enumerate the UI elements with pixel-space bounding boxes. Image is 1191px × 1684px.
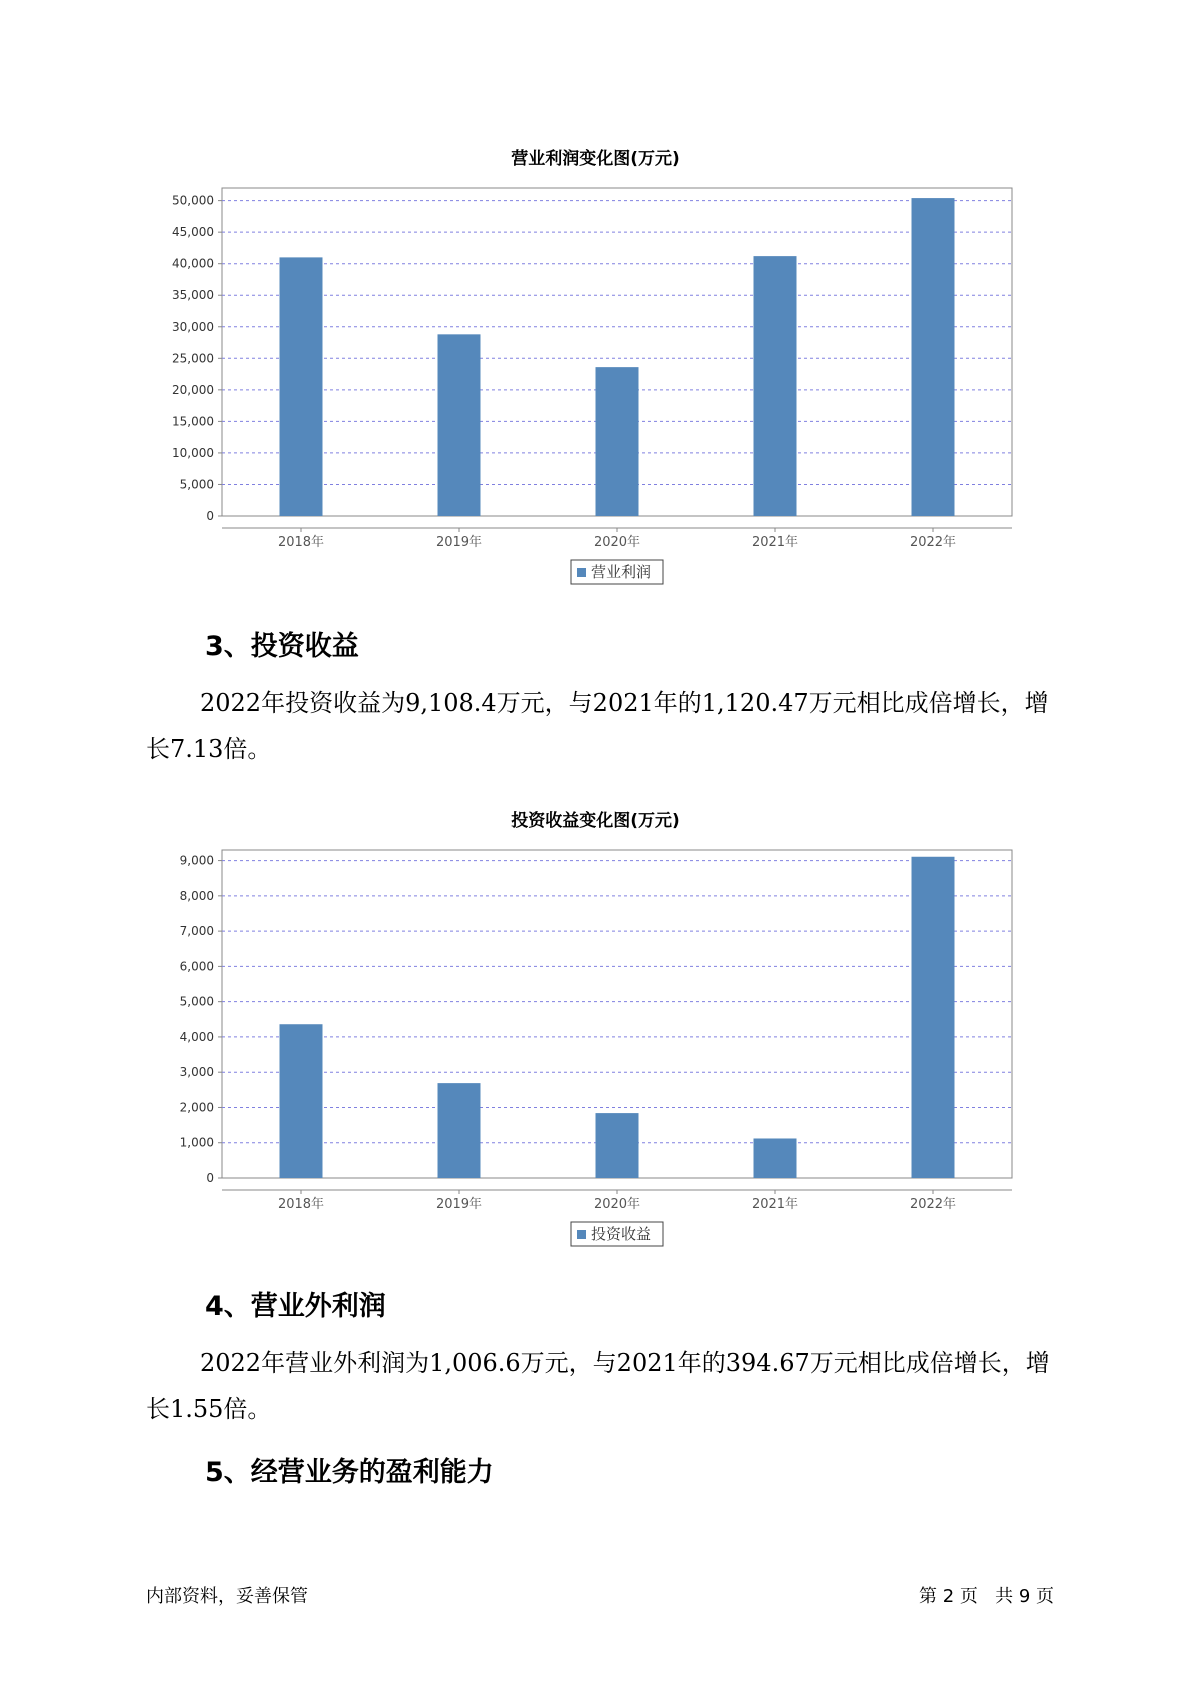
bar-2018年 (280, 1024, 323, 1178)
bar-2020年 (596, 367, 639, 516)
legend-label: 营业利润 (591, 563, 652, 581)
bar-2022年 (912, 198, 955, 516)
y-tick-label: 10,000 (172, 445, 214, 460)
bar-2018年 (280, 257, 323, 516)
bar-2022年 (912, 857, 955, 1178)
footer-confidential-note: 内部资料，妥善保管 (146, 1586, 308, 1607)
y-tick-label: 15,000 (172, 414, 214, 429)
y-tick-label: 0 (206, 1171, 214, 1185)
y-tick-label: 5,000 (179, 477, 214, 492)
x-tick-label: 2019年 (435, 535, 483, 550)
y-tick-label: 6,000 (179, 959, 214, 974)
x-tick-label: 2018年 (277, 1197, 325, 1212)
chart-title-investment-income: 投资收益变化图(万元) (511, 811, 680, 831)
x-tick-label: 2020年 (593, 1197, 641, 1212)
x-tick-label: 2021年 (751, 535, 799, 550)
y-tick-label: 30,000 (172, 319, 214, 334)
bar-2021年 (754, 256, 797, 516)
legend-swatch (577, 568, 586, 577)
y-tick-label: 9,000 (179, 853, 214, 868)
y-tick-label: 0 (206, 509, 214, 523)
footer-page-number: 第 2 页 共 9 页 (919, 1586, 1054, 1607)
x-tick-label: 2022年 (909, 535, 957, 550)
x-tick-label: 2018年 (277, 535, 325, 550)
x-tick-label: 2022年 (909, 1197, 957, 1212)
chart-operating-profit (0, 180, 1191, 590)
y-tick-label: 1,000 (179, 1135, 214, 1150)
y-tick-label: 40,000 (172, 256, 214, 271)
y-tick-label: 35,000 (172, 288, 214, 303)
section-heading-investment-income: 3、投资收益 (205, 631, 359, 662)
y-tick-label: 50,000 (172, 193, 214, 208)
y-tick-label: 3,000 (179, 1065, 214, 1080)
x-tick-label: 2021年 (751, 1197, 799, 1212)
bar-2020年 (596, 1113, 639, 1178)
legend-label: 投资收益 (591, 1225, 652, 1243)
y-tick-label: 7,000 (179, 924, 214, 939)
x-tick-label: 2020年 (593, 535, 641, 550)
paragraph-non-operating-profit: 2022年营业外利润为1,006.6万元，与2021年的394.67万元相比成倍增长，增长1.55倍。 (146, 1349, 1050, 1423)
section-heading-non-operating-profit: 4、营业外利润 (205, 1291, 386, 1322)
legend-swatch (577, 1230, 586, 1239)
chart-title-operating-profit: 营业利润变化图(万元) (511, 149, 680, 169)
y-tick-label: 5,000 (179, 994, 214, 1009)
y-tick-label: 2,000 (179, 1100, 214, 1115)
chart-investment-income (0, 842, 1191, 1252)
bar-2021年 (754, 1138, 797, 1178)
y-tick-label: 8,000 (179, 888, 214, 903)
section-heading-profitability: 5、经营业务的盈利能力 (205, 1457, 494, 1488)
x-tick-label: 2019年 (435, 1197, 483, 1212)
bar-2019年 (438, 1083, 481, 1178)
y-tick-label: 45,000 (172, 225, 214, 240)
y-tick-label: 20,000 (172, 382, 214, 397)
bar-2019年 (438, 334, 481, 516)
y-tick-label: 25,000 (172, 351, 214, 366)
paragraph-investment-income: 2022年投资收益为9,108.4万元，与2021年的1,120.47万元相比成倍增长，增长7.13倍。 (146, 689, 1049, 763)
y-tick-label: 4,000 (179, 1029, 214, 1044)
